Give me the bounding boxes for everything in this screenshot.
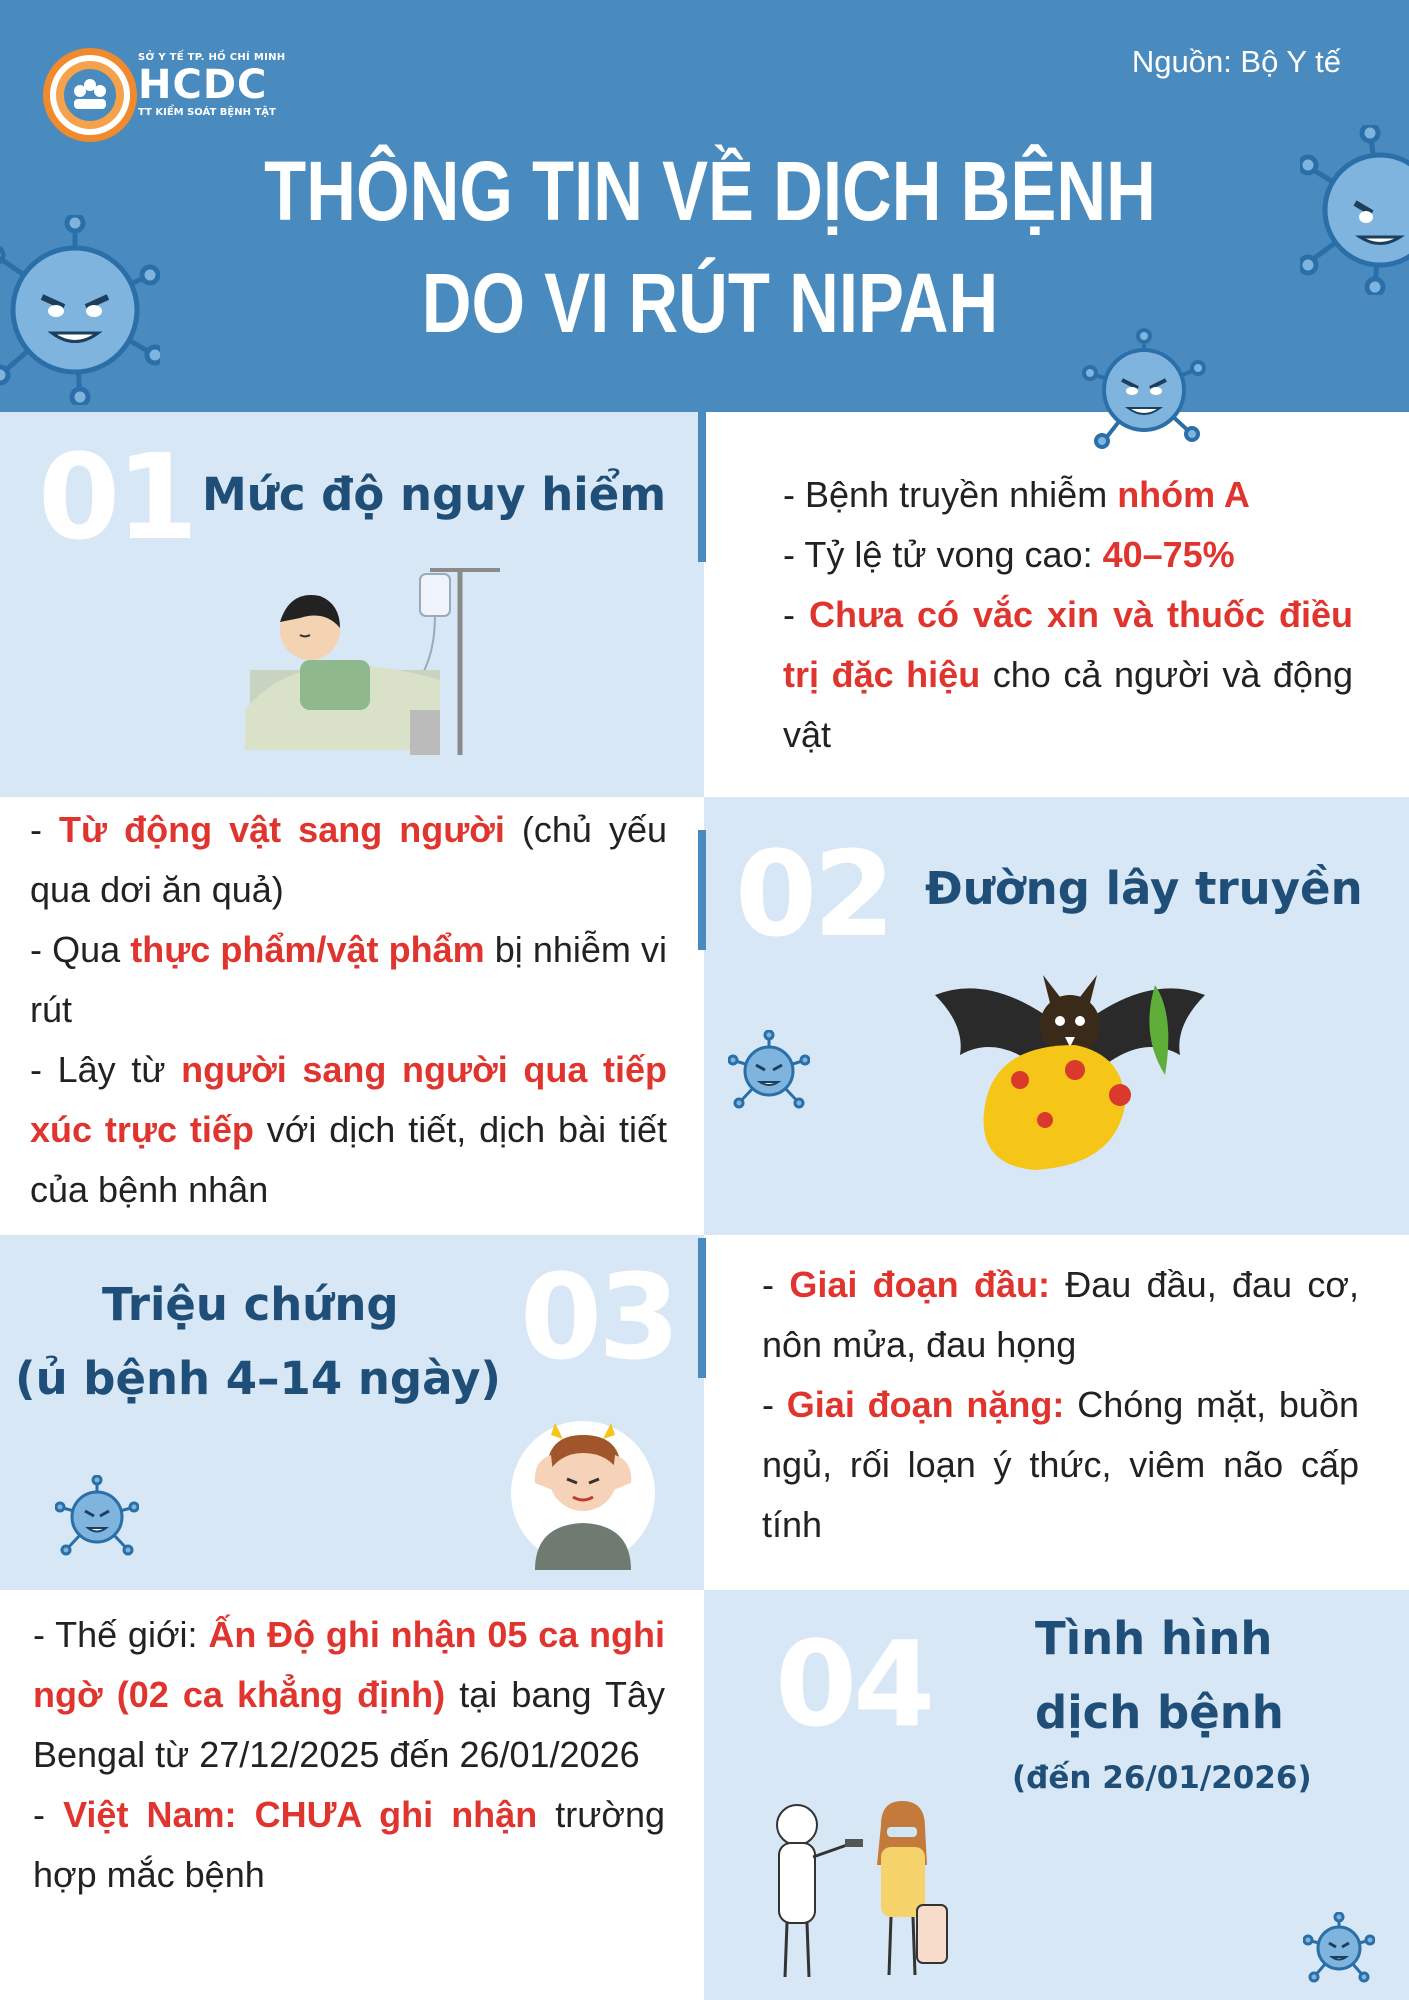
highlight-text: nhóm A — [1117, 474, 1250, 515]
hcdc-logo-icon — [40, 45, 140, 145]
logo-top-text: SỞ Y TẾ TP. HỒ CHÍ MINH — [138, 52, 286, 63]
text: tại bang Tây Bengal từ 27/12/2025 đến 26/01/2026 — [33, 1674, 665, 1775]
virus-icon — [728, 1030, 810, 1112]
text: - Thế giới: — [33, 1614, 209, 1655]
headache-woman-icon — [505, 1405, 660, 1570]
section4-heading-2: dịch bệnh — [1035, 1686, 1284, 1739]
section4-heading-1: Tình hình — [1035, 1612, 1273, 1665]
text: - Lây từ — [30, 1049, 182, 1090]
section3-line1 — [762, 1255, 1359, 1375]
text: cho cả người và động vật — [783, 654, 1354, 755]
section3-line2 — [762, 1375, 1359, 1555]
section2-number: 02 — [735, 825, 892, 963]
text: - — [762, 1384, 787, 1425]
highlight-text: Từ động vật sang người — [59, 809, 505, 850]
text: - — [762, 1264, 790, 1305]
virus-icon — [1082, 328, 1207, 453]
section2-line1 — [30, 800, 667, 920]
section1-line2 — [783, 525, 1353, 585]
section4-line1 — [33, 1605, 665, 1785]
text: - — [783, 594, 809, 635]
section2-line3 — [30, 1040, 667, 1220]
section2-heading: Đường lây truyền — [925, 862, 1363, 915]
logo-text — [138, 52, 285, 118]
section1-line1 — [783, 465, 1353, 525]
virus-icon — [1303, 1912, 1375, 1984]
text: bị nhiễm vi rút — [30, 929, 667, 1030]
text: với dịch tiết, dịch bài tiết của bệnh nhân — [30, 1109, 667, 1210]
text: trường hợp mắc bệnh — [33, 1794, 666, 1895]
text: Chóng mặt, buồn ngủ, rối loạn ý thức, viêm não cấp tính — [762, 1384, 1359, 1545]
section1-body — [783, 465, 1353, 765]
section4-heading-3: (đến 26/01/2026) — [1012, 1760, 1312, 1796]
text: Đau đầu, đau cơ, nôn mửa, đau họng — [762, 1264, 1359, 1365]
text: - Qua — [30, 929, 131, 970]
source-label: Nguồn: Bộ Y tế — [1131, 44, 1341, 79]
virus-icon — [55, 1475, 139, 1559]
text: - Tỷ lệ tử vong cao: — [783, 534, 1103, 575]
section3-heading-2: (ủ bệnh 4–14 ngày) — [15, 1352, 501, 1405]
bat-mango-icon — [925, 955, 1215, 1185]
patient-bed-icon — [240, 560, 510, 760]
virus-icon — [0, 215, 160, 405]
section4-number: 04 — [775, 1615, 932, 1753]
section4-line2 — [33, 1785, 665, 1905]
section1-heading: Mức độ nguy hiểm — [202, 468, 667, 521]
highlight-text: 40–75% — [1102, 534, 1235, 575]
virus-icon — [1300, 125, 1409, 295]
page-title — [259, 135, 1161, 359]
section2-divider — [698, 830, 706, 950]
section1-divider — [698, 412, 706, 562]
highlight-text: thực phẩm/vật phẩm — [130, 929, 485, 970]
text: - — [30, 809, 60, 850]
highlight-text: người sang người qua tiếp xúc trực tiếp — [30, 1049, 668, 1150]
text: - Bệnh truyền nhiễm — [783, 474, 1118, 515]
text: (chủ yếu qua dơi ăn quả) — [30, 809, 668, 910]
section1-number: 01 — [38, 428, 195, 566]
section4-body — [33, 1605, 665, 1905]
section3-divider — [698, 1238, 706, 1378]
section3-number: 03 — [520, 1248, 677, 1386]
highlight-text: Giai đoạn nặng: — [786, 1384, 1065, 1425]
logo-main-text: HCDC — [138, 62, 268, 108]
highlight-text: Chưa có vắc xin và thuốc điều trị đặc hiệu — [783, 594, 1353, 695]
highlight-text: Ấn Độ ghi nhận 05 ca nghi ngờ (02 ca khẳng định) — [33, 1614, 665, 1715]
section1-line3 — [783, 585, 1353, 765]
section2-body — [30, 800, 667, 1220]
text: - — [33, 1794, 64, 1835]
temperature-check-icon — [757, 1785, 957, 1985]
highlight-text: Giai đoạn đầu: — [789, 1264, 1050, 1305]
logo-sub-text: TT KIỂM SOÁT BỆNH TẬT — [138, 107, 276, 118]
title-line-1: THÔNG TIN VỀ DỊCH BỆNH — [264, 144, 1156, 238]
section2-line2 — [30, 920, 667, 1040]
section3-body — [762, 1255, 1359, 1555]
section3-heading-1: Triệu chứng — [102, 1278, 399, 1331]
title-line-2: DO VI RÚT NIPAH — [421, 256, 999, 350]
highlight-text: Việt Nam: CHƯA ghi nhận — [63, 1794, 538, 1835]
